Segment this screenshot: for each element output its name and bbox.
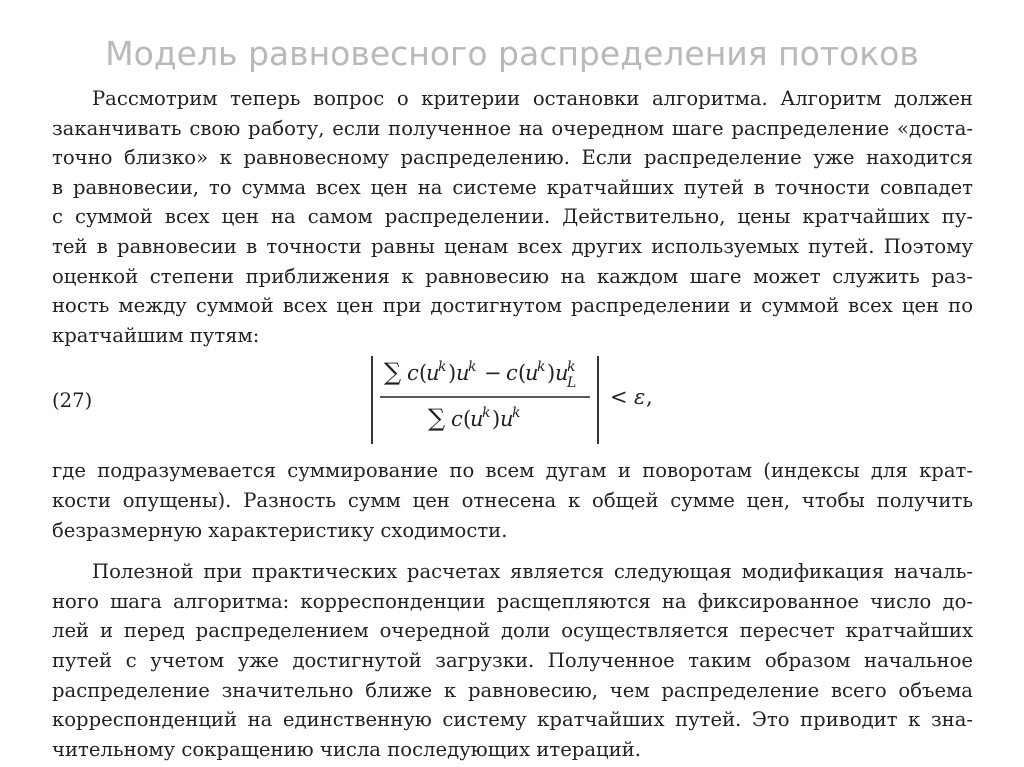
text-line: ность между суммой всех цен при достигнутом распределении и суммой всех цен по bbox=[52, 294, 973, 318]
subscript-L: L bbox=[567, 375, 577, 392]
text-line: точно близко» к равновесному распределению. Если распределение уже находится bbox=[52, 146, 973, 170]
text-line: заканчивать свою работу, если полученное на очередном шаге распределение «доста- bbox=[52, 116, 973, 140]
var-c: c bbox=[407, 361, 419, 386]
equation-number: (27) bbox=[52, 389, 93, 413]
superscript-k: k bbox=[468, 359, 477, 376]
paragraph-summation-note bbox=[52, 456, 973, 545]
paren: ) bbox=[492, 407, 501, 432]
var-c: c bbox=[506, 361, 518, 386]
superscript-k: k bbox=[482, 405, 491, 422]
equation-formula bbox=[362, 350, 742, 456]
text-line: ного шага алгоритма: корреспонденции расщепляются на фиксированное число до- bbox=[52, 589, 973, 613]
text-line: с суммой всех цен на самом распределении. Действительно, цены кратчайших пу- bbox=[52, 205, 973, 229]
var-u: u bbox=[525, 361, 539, 386]
superscript-k: k bbox=[567, 359, 576, 376]
paren: ) bbox=[448, 361, 457, 386]
denominator bbox=[428, 398, 520, 432]
superscript-k: k bbox=[512, 405, 521, 422]
text-line: чительному сокращению числа последующих итераций. bbox=[52, 737, 641, 761]
text-line: где подразумевается суммирование по всем дугам и поворотам (индексы для крат- bbox=[52, 459, 973, 483]
equation-27 bbox=[52, 350, 973, 456]
var-u: u bbox=[456, 361, 470, 386]
comma: , bbox=[646, 385, 653, 410]
paren: ) bbox=[547, 361, 556, 386]
text-line: корреспонденций на единственную систему кратчайших путей. Это приводит к зна- bbox=[52, 708, 973, 732]
text-line: Полезной при практических расчетах является следующая модификация началь- bbox=[92, 560, 973, 584]
text-line: оценкой степени приближения к равновесию на каждом шаге может служить раз- bbox=[52, 264, 973, 288]
text-line: распределение значительно ближе к равновесию, чем распределение всего объема bbox=[52, 678, 973, 702]
var-u: u bbox=[500, 407, 514, 432]
paragraph-initial-step-modification bbox=[52, 557, 973, 764]
paren: ( bbox=[419, 361, 428, 386]
text-line: кратчайшим путям: bbox=[52, 323, 260, 347]
var-u: u bbox=[470, 407, 484, 432]
text-line: тей в равновесии в точности равны ценам всех других используемых путей. Поэтому bbox=[52, 234, 973, 258]
var-u: u bbox=[426, 361, 440, 386]
text-line: Рассмотрим теперь вопрос о критерии остановки алгоритма. Алгоритм должен bbox=[92, 87, 973, 110]
paren: ( bbox=[463, 407, 472, 432]
text-line: безразмерную характеристику сходимости. bbox=[52, 518, 508, 542]
document-body bbox=[52, 84, 973, 764]
text-line: кости опущены). Разность сумм цен отнесена к общей сумме цен, чтобы получить bbox=[52, 488, 973, 512]
sum-symbol: ∑ bbox=[384, 358, 402, 387]
paragraph-gap bbox=[52, 545, 973, 557]
text-line: в равновесии, то сумма всех цен на системе кратчайших путей в точности совпадет bbox=[52, 175, 973, 199]
sum-symbol: ∑ bbox=[428, 404, 446, 433]
var-c: c bbox=[451, 407, 463, 432]
inequality bbox=[610, 385, 653, 409]
epsilon: ε bbox=[634, 385, 646, 410]
text-line: лей и перед распределением очередной доли осуществляется пересчет кратчайших bbox=[52, 619, 973, 643]
less-than-sign: < bbox=[610, 385, 628, 410]
paragraph-stopping-criterion bbox=[52, 84, 973, 350]
minus-sign: − bbox=[484, 361, 502, 386]
superscript-k: k bbox=[537, 359, 546, 376]
slide-title: Модель равновесного распределения потоков bbox=[105, 34, 919, 73]
paren: ( bbox=[518, 361, 527, 386]
text-line: путей с учетом уже достигнутой загрузки. Полученное таким образом начальное bbox=[52, 648, 973, 672]
var-u: u bbox=[555, 361, 569, 386]
superscript-k: k bbox=[438, 359, 447, 376]
numerator bbox=[384, 352, 582, 391]
